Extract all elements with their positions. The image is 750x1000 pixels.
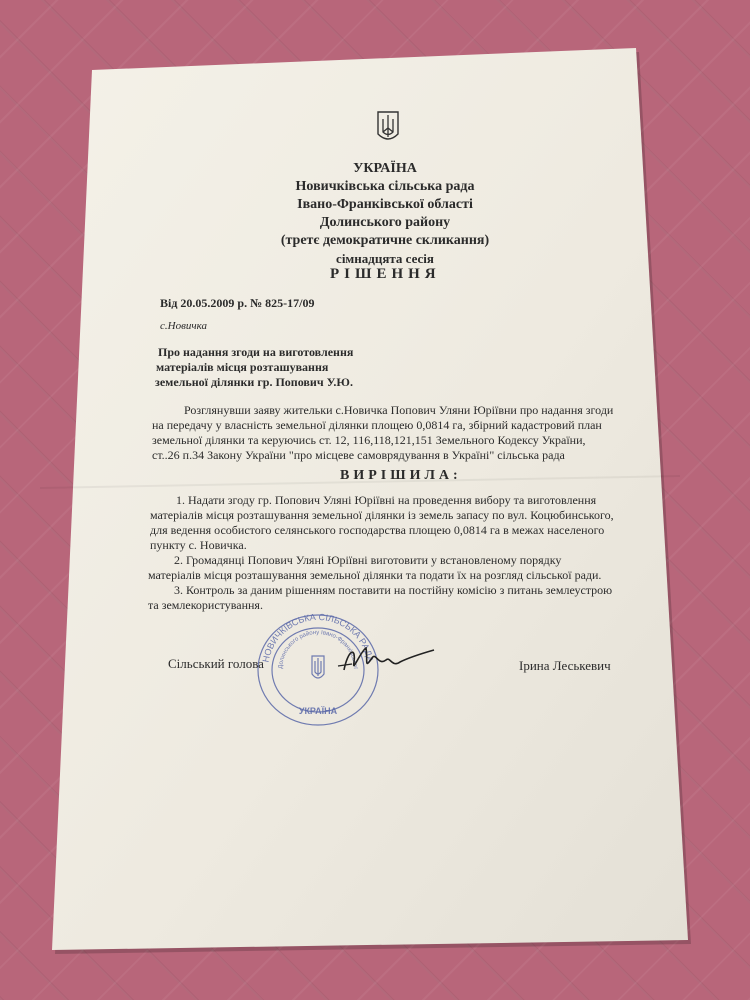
item-line: матеріалів місця розташування земельної ділянки та подати їх на розгляд сільської ради.: [148, 568, 602, 582]
subject-line: матеріалів місця розташування: [156, 360, 329, 374]
item-line: 3. Контроль за даним рішенням поставити на постійну комісію з питань землеустрою: [174, 583, 613, 597]
stamp-bottom-text: УКРАЇНА: [298, 706, 338, 716]
date-number: Від 20.05.2009 р. № 825-17/09: [160, 296, 315, 310]
header-session: сімнадцята сесія: [336, 251, 434, 266]
item-line: для ведення особистого селянського господарства площею 0,0814 га в межах населеного: [150, 523, 605, 537]
header-raion: Долинського району: [319, 215, 451, 230]
item-line: 1. Надати згоду гр. Попович Уляні Юріївні на проведення вибору та виготовлення: [176, 493, 597, 507]
header-country: УКРАЇНА: [353, 161, 417, 176]
stamp-outer-text: НОВИЧКІВСЬКА СІЛЬСЬКА РАДА: [260, 611, 376, 664]
header-convocation: (третє демократичне скликання): [280, 233, 490, 248]
place: с.Новичка: [160, 320, 207, 332]
item-line: пункту с. Новичка.: [150, 538, 247, 552]
preamble-line: земельної ділянки та керуючись ст. 12, 116,118,121,151 Земельного Кодексу України,: [152, 433, 586, 447]
subject-line: земельної ділянки гр. Попович У.Ю.: [155, 375, 353, 389]
stamp-inner-text: Долинського району Івано-Франківської: [277, 629, 358, 670]
header-council: Новичківська сільська рада: [295, 179, 475, 194]
preamble-line: ст..26 п.34 Закону України "про місцеве самоврядування в Україні" сільська рада: [152, 448, 565, 462]
handwritten-signature: [330, 640, 440, 680]
preamble-line: на передачу у власність земельної ділянки площею 0,0814 га, збірний кадастровий план: [152, 418, 602, 432]
header-oblast: Івано-Франківської області: [297, 197, 473, 212]
signature-role: Сільський голова: [168, 656, 264, 671]
item-line: матеріалів місця розташування земельної ділянки із земель запасу по вул. Коцюбинського,: [150, 508, 614, 522]
document-title: РІШЕННЯ: [330, 266, 441, 282]
decided-heading: ВИРІШИЛА:: [340, 468, 462, 483]
coat-of-arms-trident-icon: [376, 110, 400, 144]
item-line: та землекористування.: [148, 598, 263, 612]
preamble-line: Розглянувши заяву жительки с.Новичка Попович Уляни Юріївни про надання згоди: [184, 403, 614, 417]
item-line: 2. Громадянці Попович Уляні Юріївні виготовити у встановленому порядку: [174, 553, 562, 567]
subject-line: Про надання згоди на виготовлення: [158, 345, 354, 359]
signature-name: Ірина Леськевич: [519, 658, 611, 673]
